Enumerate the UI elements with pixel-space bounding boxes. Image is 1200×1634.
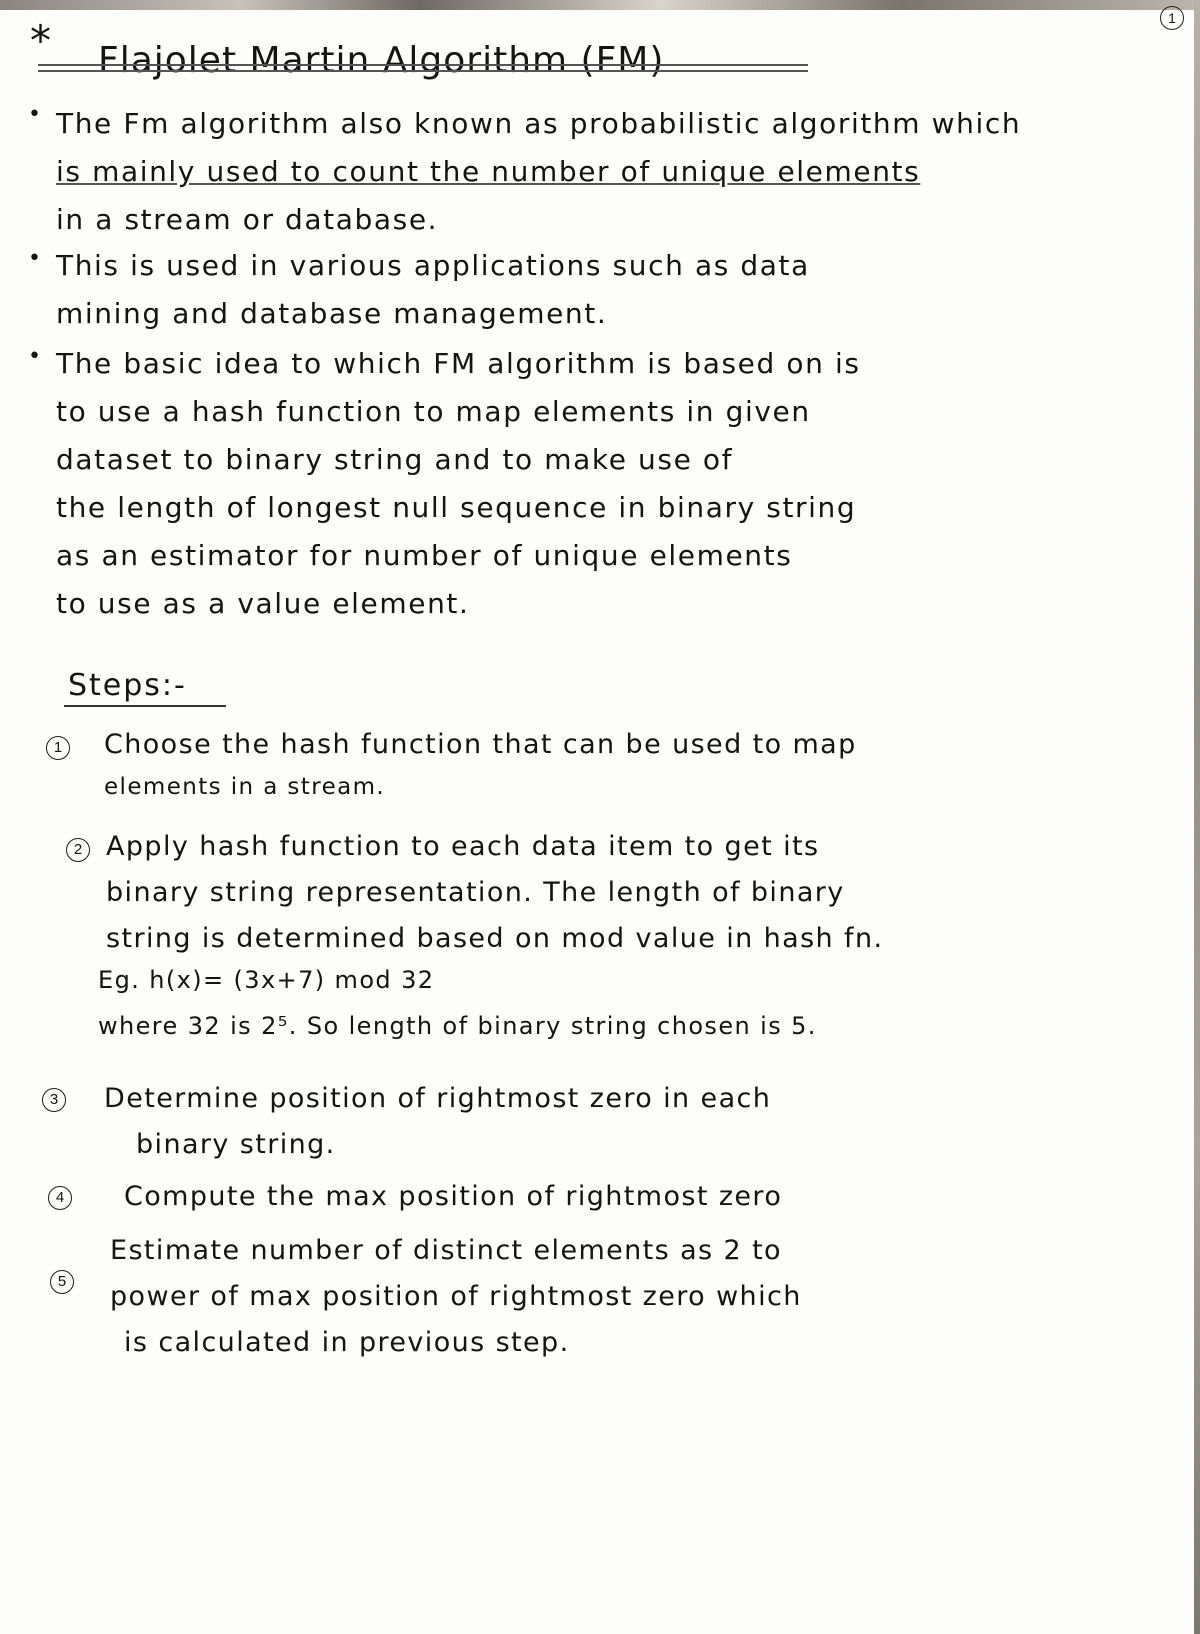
step-3-line-2: binary string. [136,1129,336,1160]
steps-heading: Steps:- [68,668,187,703]
page-title: Flajolet Martin Algorithm (FM) [98,40,665,81]
step-1-line-1: Choose the hash function that can be used to map [104,729,857,760]
bullet-3-line-5: as an estimator for number of unique elements [56,539,793,572]
bullet-3-line-3: dataset to binary string and to make use of [56,443,734,476]
bullet-paragraph-2 [56,242,1191,338]
bullet-1-line-1: The Fm algorithm also known as probabilistic algorithm which [56,107,1022,140]
bullet-2-line-1: This is used in various applications such as data [56,249,810,282]
steps-heading-underline [64,705,226,707]
step-2-line-1: Apply hash function to each data item to get its [106,831,820,862]
title-underline-second [38,70,808,72]
step-1-line-2: elements in a stream. [104,774,386,800]
step-2-example: Eg. h(x)= (3x+7) mod 32 [98,966,435,994]
step-2-number: 2 [66,838,90,862]
bullet-paragraph-3 [56,340,1191,628]
step-2-line-2: binary string representation. The length of binary [106,877,845,908]
step-3-line-1: Determine position of rightmost zero in each [104,1083,772,1114]
step-5 [110,1228,802,1366]
step-1-number: 1 [46,736,70,760]
step-2 [106,824,883,962]
step-4 [124,1174,782,1220]
page-number-badge: 1 [1160,6,1184,30]
bullet-1-line-3: in a stream or database. [56,203,439,236]
step-5-line-1: Estimate number of distinct elements as 2 to [110,1235,782,1266]
step-4-number: 4 [48,1186,72,1210]
step-1 [104,722,857,806]
bullet-dot: • [28,344,41,369]
bullet-3-line-6: to use as a value element. [56,587,470,620]
step-5-line-2: power of max position of rightmost zero which [110,1281,802,1312]
bullet-2-line-2: mining and database management. [56,297,608,330]
bullet-3-line-1: The basic idea to which FM algorithm is based on is [56,347,861,380]
star-icon: * [30,16,51,65]
bullet-paragraph-1 [56,100,1191,244]
bullet-3-line-2: to use a hash function to map elements in given [56,395,811,428]
bullet-dot: • [28,102,41,127]
step-3-number: 3 [42,1088,66,1112]
step-5-number: 5 [50,1270,74,1294]
bullet-3-line-4: the length of longest null sequence in binary string [56,491,857,524]
bullet-1-line-2: is mainly used to count the number of unique elements [56,155,921,188]
step-2-line-3: string is determined based on mod value in hash fn. [106,923,884,954]
step-2-note: where 32 is 2⁵. So length of binary string chosen is 5. [98,1012,817,1040]
page-top-edge [0,0,1200,10]
step-3 [104,1076,771,1168]
step-5-line-3: is calculated in previous step. [124,1327,570,1358]
title-underline [38,64,808,66]
page-right-edge [1194,0,1200,1634]
step-4-line-1: Compute the max position of rightmost zero [124,1181,783,1212]
bullet-dot: • [28,246,41,271]
